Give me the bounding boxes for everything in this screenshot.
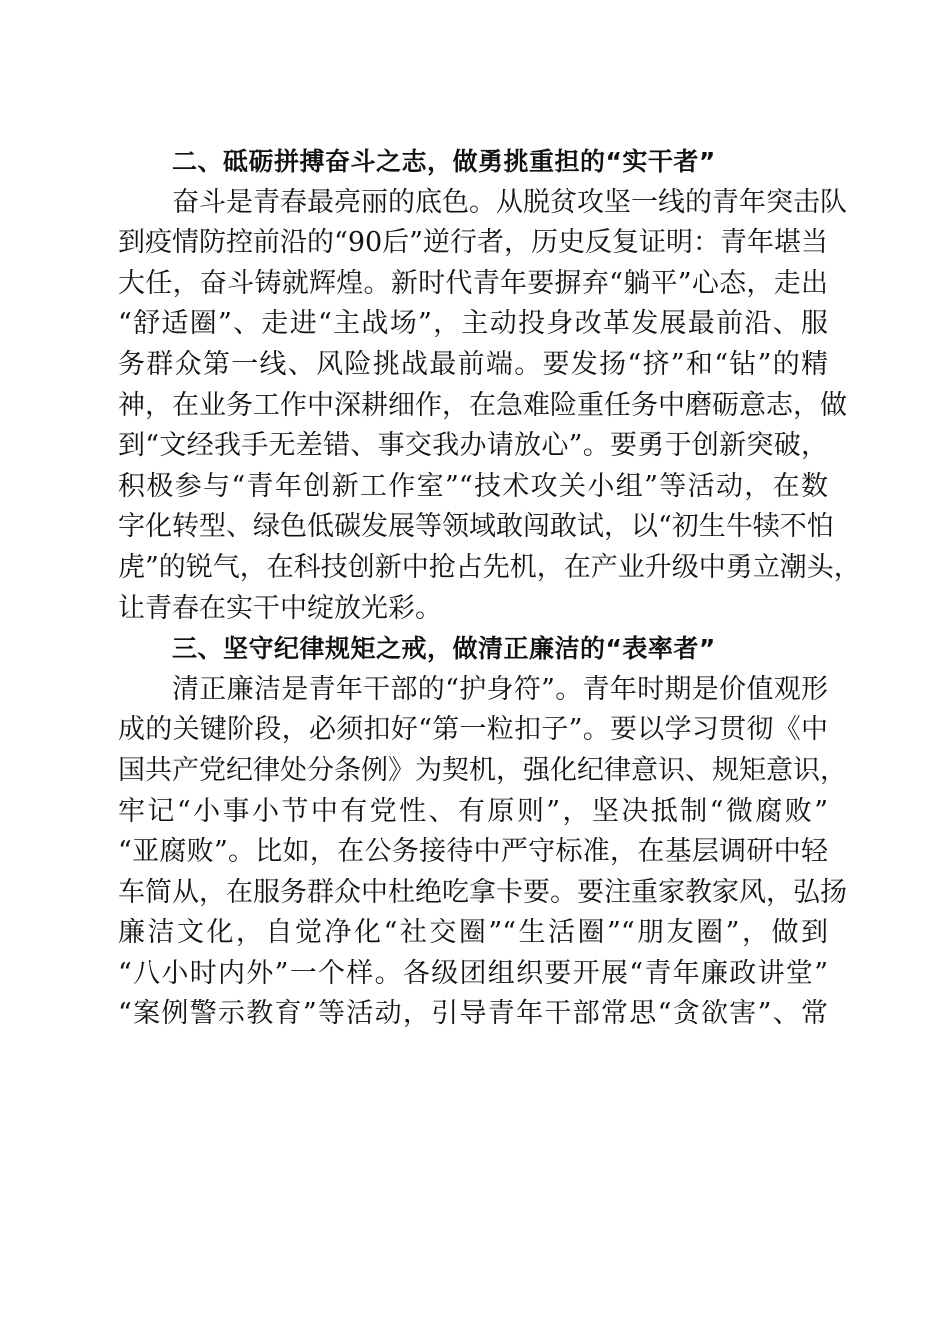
document-body: [118, 142, 861, 1035]
paragraph-line: 牢记“小事小节中有党性、有原则”，坚决抵制“微腐败”: [118, 795, 828, 827]
paragraph-line: “亚腐败”。比如，在公务接待中严守标准，在基层调研中轻: [118, 836, 828, 868]
paragraph-line: 到“文经我手无差错、事交我办请放心”。要勇于创新突破，: [118, 430, 828, 462]
paragraph-line: 奋斗是青春最亮丽的底色。从脱贫攻坚一线的青年突击队: [172, 186, 847, 218]
paragraph-line: 廉洁文化，自觉净化“社交圈”“生活圈”“朋友圈”，做到: [118, 917, 828, 949]
paragraph-line: 车简从，在服务群众中杜绝吃拿卡要。要注重家教家风，弘扬: [118, 876, 847, 908]
paragraph-line: 积极参与“青年创新工作室”“技术攻关小组”等活动，在数: [118, 470, 828, 502]
paragraph-line: 国共产党纪律处分条例》为契机，强化纪律意识、规矩意识，: [118, 754, 847, 786]
paragraph-line: “舒适圈”、走进“主战场”，主动投身改革发展最前沿、服: [118, 308, 828, 340]
paragraph-line: “案例警示教育”等活动，引导青年干部常思“贪欲害”、常: [118, 998, 828, 1030]
paragraph-line: 清正廉洁是青年干部的“护身符”。青年时期是价值观形: [172, 673, 828, 705]
paragraph-line: 让青春在实干中绽放光彩。: [118, 592, 442, 624]
paragraph-line: 虎”的锐气，在科技创新中抢占先机，在产业升级中勇立潮头，: [118, 551, 861, 583]
paragraph-line: 成的关键阶段，必须扣好“第一粒扣子”。要以学习贯彻《中: [118, 714, 828, 746]
section-2-heading: 二、砥砺拼搏奋斗之志，做勇挑重担的“实干者”: [172, 147, 716, 176]
paragraph-line: 到疫情防控前沿的“90后”逆行者，历史反复证明：青年堪当: [118, 227, 828, 259]
section-3-heading: 三、坚守纪律规矩之戒，做清正廉洁的“表率者”: [172, 634, 716, 664]
paragraph-line: 务群众第一线、风险挑战最前端。要发扬“挤”和“钻”的精: [118, 348, 828, 380]
paragraph-line: “八小时内外”一个样。各级团组织要开展“青年廉政讲堂”: [118, 957, 828, 989]
paragraph-line: 大任，奋斗铸就辉煌。新时代青年要摒弃“躺平”心态，走出: [118, 267, 828, 299]
paragraph-line: 字化转型、绿色低碳发展等领域敢闯敢试，以“初生牛犊不怕: [118, 511, 834, 543]
paragraph-line: 神，在业务工作中深耕细作，在急难险重任务中磨砺意志，做: [118, 389, 847, 421]
